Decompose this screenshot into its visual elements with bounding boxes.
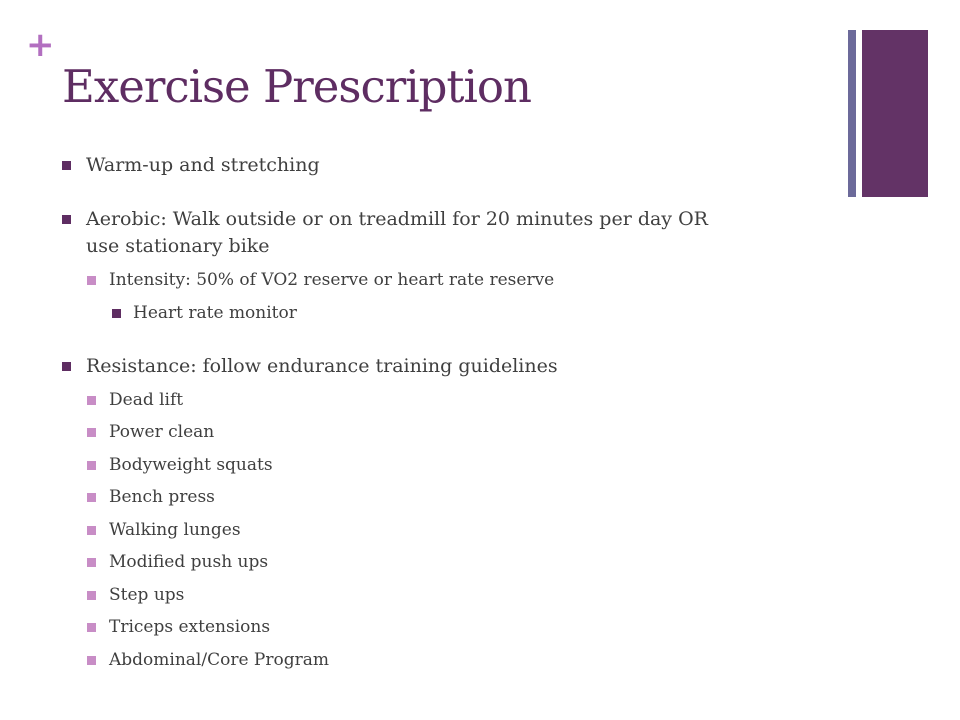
bullet-exercise — [109, 389, 183, 411]
bullet-text: Modified push ups — [109, 552, 269, 572]
bullet-exercise — [109, 486, 215, 508]
plus-icon: + — [26, 25, 55, 65]
bullet-exercise — [109, 551, 268, 573]
square-bullet-icon — [87, 591, 96, 600]
square-bullet-icon — [87, 558, 96, 567]
square-bullet-icon — [87, 428, 96, 437]
bullet-text-line-1: Aerobic: Walk outside or on treadmill for 20 minutes per day OR — [86, 208, 708, 230]
bullet-text: Triceps extensions — [109, 617, 271, 637]
square-bullet-icon — [112, 309, 121, 318]
square-bullet-icon — [87, 461, 96, 470]
bullet-text-line-2: use stationary bike — [86, 235, 270, 257]
bullet-text: Heart rate monitor — [133, 303, 297, 323]
bullet-text: Bodyweight squats — [109, 455, 273, 475]
square-bullet-icon — [62, 215, 71, 224]
square-bullet-icon — [87, 276, 96, 285]
bullet-text: Intensity: 50% of VO2 reserve or heart rate reserve — [109, 270, 555, 290]
bullet-resistance — [86, 353, 558, 380]
bullet-text: Dead lift — [109, 390, 184, 410]
square-bullet-icon — [87, 526, 96, 535]
square-bullet-icon — [87, 623, 96, 632]
bullet-aerobic — [86, 206, 708, 260]
bullet-text: Power clean — [109, 422, 215, 442]
square-bullet-icon — [62, 161, 71, 170]
bullet-exercise — [109, 649, 329, 671]
bullet-exercise — [109, 421, 214, 443]
slide-title: Exercise Prescription — [62, 60, 531, 113]
square-bullet-icon — [62, 362, 71, 371]
bullet-text: Resistance: follow endurance training guidelines — [86, 355, 558, 377]
bullet-text: Bench press — [109, 487, 215, 507]
bullet-exercise — [109, 519, 241, 541]
bullet-heart-rate-monitor — [133, 302, 297, 324]
bullet-warmup — [86, 152, 320, 179]
square-bullet-icon — [87, 396, 96, 405]
bullet-intensity — [109, 269, 554, 291]
square-bullet-icon — [87, 656, 96, 665]
bullet-exercise — [109, 454, 273, 476]
bullet-exercise — [109, 616, 270, 638]
bullet-text: Abdominal/Core Program — [109, 650, 329, 670]
square-bullet-icon — [87, 493, 96, 502]
bullet-exercise — [109, 584, 184, 606]
bullet-text: Warm-up and stretching — [86, 154, 320, 176]
bullet-text: Walking lunges — [109, 520, 241, 540]
bullet-text: Step ups — [109, 585, 185, 605]
